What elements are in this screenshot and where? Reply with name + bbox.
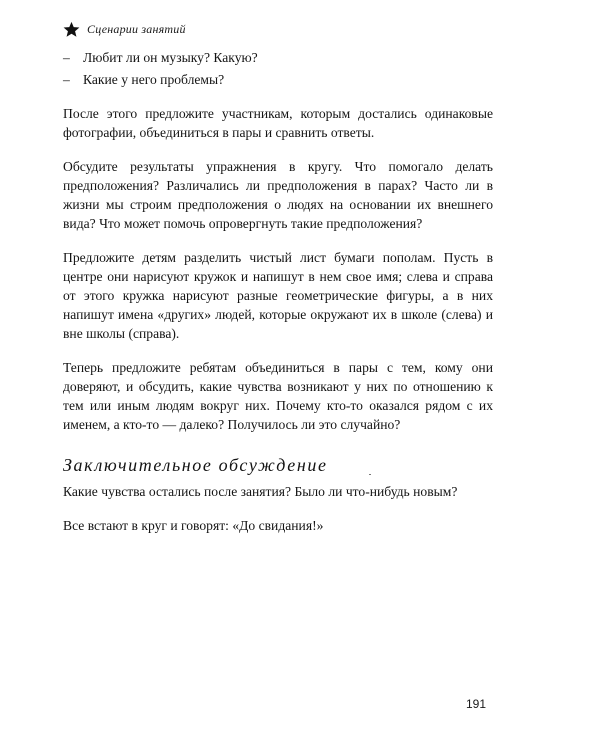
dash-marker: – xyxy=(63,50,70,65)
paragraph: Теперь предложите ребятам объединиться в пары с тем, кому они доверяют, и обсудить, какие чувства возникают у них по отношению к тем или иным людям вокруг них. Почему кто-то оказался рядом с их именем, а кто-то — далеко? Получилось ли это случайно? xyxy=(63,360,493,432)
list-item xyxy=(63,70,493,89)
star-icon xyxy=(63,21,80,38)
paragraph: Все встают в круг и говорят: «До свидания!» xyxy=(63,518,324,533)
paragraph: Обсудите результаты упражнения в кругу. Что помогало делать предположения? Различались ли предположения в парах? Часто ли в жизни мы строим предположения о людях на основании их внешнего вида? Что может помочь опровергнуть такие предположения? xyxy=(63,159,493,231)
paragraph: После этого предложите участникам, которым достались одинаковые фотографии, объединиться в пары и сравнить ответы. xyxy=(63,106,493,140)
paragraph: Предложите детям разделить чистый лист бумаги пополам. Пусть в центре они нарисуют кружок и напишут в нем свое имя; слева и справа от этого кружка нарисуют разные геометрические фигуры, а в них напишут имена «других» людей, которые окружают их в школе (слева) и вне школы (справа). xyxy=(63,250,493,341)
page-body xyxy=(63,48,493,550)
running-title: Сценарии занятий xyxy=(87,22,186,36)
scan-speck xyxy=(369,474,371,475)
page-number: 191 xyxy=(465,697,486,711)
question-list xyxy=(63,48,493,89)
list-item-text: Какие у него проблемы? xyxy=(83,72,225,87)
section-heading: Заключительное обсуждение xyxy=(63,455,328,475)
list-item xyxy=(63,48,493,67)
dash-marker: – xyxy=(63,72,70,87)
list-item-text: Любит ли он музыку? Какую? xyxy=(83,50,258,65)
running-head xyxy=(63,21,186,38)
paragraph: Какие чувства остались после занятия? Было ли что-нибудь новым? xyxy=(63,484,458,499)
